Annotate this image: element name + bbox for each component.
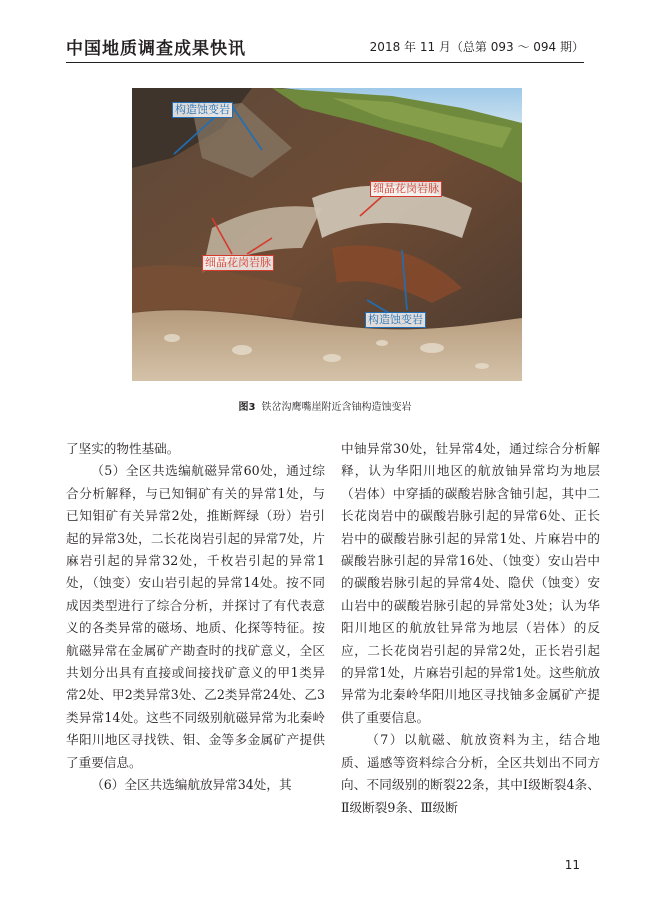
paragraph: （6）全区共选编航放异常34处，其 — [91, 777, 292, 793]
label-granite-vein-right: 细晶花岗岩脉 — [370, 181, 442, 197]
outcrop-photo-illustration — [132, 88, 522, 381]
paragraph: 中铀异常30处，钍异常4处，通过综合分析解释，认为华阳川地区的航放铀异常均为地层（岩体）中穿插的碳酸岩脉含铀引起，其中二长花岗岩中的碳酸岩脉引起的异常6处、正长岩中的碳酸岩脉引起的异常1处、片麻岩中的碳酸岩脉引起的异常16处、（蚀变）安山岩中的碳酸岩脉引起的异常4处、隐伏（蚀变）安山岩中的碳酸岩脉引起的异常处3处；认为华阳川地区的航放钍异常为地层（岩体）的反应，二长花岗岩引起的异常2处，正长岩引起的异常1处，片麻岩引起的异常1处。这些航放异常为北秦岭华阳川地区寻找铀多金属矿产提供了重要信息。 — [341, 441, 600, 725]
paragraph: （7）以航磁、航放资料为主，结合地质、遥感等资料综合分析，全区共划出不同方向、不同级别的断裂22条，其中Ⅰ级断裂4条、Ⅱ级断裂9条、Ⅲ级断 — [341, 732, 600, 815]
figure-caption — [0, 398, 650, 413]
label-altered-rock-top: 构造蚀变岩 — [172, 102, 233, 118]
label-altered-rock-bottom: 构造蚀变岩 — [365, 312, 426, 328]
paragraph: 了坚实的物性基础。 — [66, 441, 180, 456]
label-granite-vein-left: 细晶花岗岩脉 — [202, 255, 274, 271]
right-column — [341, 438, 600, 819]
left-column — [66, 438, 325, 797]
header-divider — [66, 62, 584, 63]
caption-number: 图3 — [238, 402, 256, 413]
journal-title: 中国地质调查成果快讯 — [66, 39, 246, 59]
outcrop-photo — [132, 88, 522, 381]
caption-text: 铁岔沟鹰嘴崖附近含铀构造蚀变岩 — [261, 402, 412, 413]
paragraph: （5）全区共选编航磁异常60处，通过综合分析解释，与已知铜矿有关的异常1处，与已知钼矿有关异常2处，推断辉绿（玢）岩引起的异常3处，二长花岗岩引起的异常7处，片麻岩引起的异常32处，千枚岩引起的异常1处，（蚀变）安山岩引起的异常14处。按不同成因类型进行了综合分析，并探讨了有代表意义的各类异常的磁场、地质、化探等特征。按航磁异常在金属矿产勘查时的找矿意义，全区共划分出具有直接或间接找矿意义的甲1类异常2处、甲2类异常3处、乙2类异常24处、乙3类异常14处。这些不同级别航磁异常为北秦岭华阳川地区寻找铁、钼、金等多金属矿产提供了重要信息。 — [66, 463, 325, 770]
issue-info: 2018 年 11 月（总第 093 ～ 094 期） — [369, 40, 584, 54]
page-number: 11 — [564, 858, 580, 872]
